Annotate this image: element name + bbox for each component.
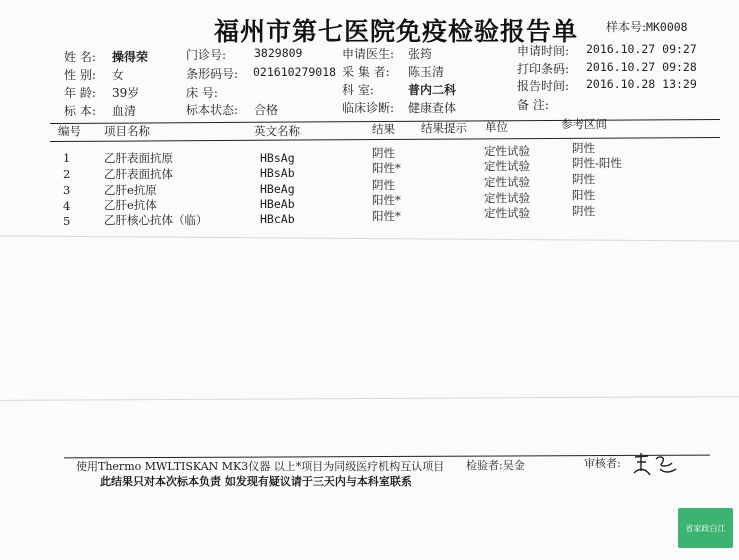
- specimen-status-label: 标本状态:: [186, 103, 239, 117]
- reviewer-label: 审核者:: [584, 457, 621, 470]
- clinic-no: 3829809: [254, 46, 303, 60]
- row-ref: 阳性: [572, 188, 595, 202]
- paper-crease: [0, 396, 739, 401]
- row-item: 乙肝e抗体: [104, 198, 157, 212]
- table-header-rule: [50, 137, 720, 142]
- patient-sex: 女: [112, 68, 125, 82]
- row-item: 乙肝核心抗体（临）: [104, 213, 208, 227]
- barcode-label: 条形码号:: [186, 67, 239, 81]
- report-time: 2016.10.28 13:29: [586, 77, 697, 91]
- report-time-label: 报告时间:: [517, 79, 570, 93]
- patient-name: 操得荣: [112, 50, 149, 64]
- tester: 检验者:吴金: [466, 459, 525, 472]
- row-no: 1: [63, 151, 71, 165]
- doctor-value: 张筠: [408, 47, 433, 61]
- row-en: HBcAb: [260, 212, 295, 226]
- clinic-no-label: 门诊号:: [186, 48, 227, 62]
- bed-label: 床 号:: [186, 86, 218, 100]
- name-label: 姓 名:: [64, 50, 96, 64]
- header-no: 编号: [58, 124, 81, 138]
- doctor-label: 申请医生:: [342, 47, 395, 61]
- row-ref: 阴性-阳性: [572, 156, 622, 170]
- dept-value: 普内二科: [408, 83, 457, 97]
- paper-crease: [0, 235, 739, 241]
- header-unit: 单位: [485, 120, 508, 134]
- row-ref: 阴性: [572, 141, 595, 155]
- row-en: HBeAg: [260, 182, 295, 196]
- row-item: 乙肝表面抗体: [104, 167, 173, 181]
- row-result: 阴性: [372, 146, 395, 160]
- row-unit: 定性试验: [484, 175, 530, 189]
- row-result: 阳性*: [372, 209, 401, 223]
- header-result: 结果: [372, 122, 395, 136]
- print-barcode-time: 2016.10.27 09:28: [586, 60, 697, 74]
- row-unit: 定性试验: [484, 144, 530, 158]
- patient-age: 39岁: [112, 86, 140, 100]
- sample-number: 样本号:MK0008: [606, 20, 688, 34]
- collector-value: 陈玉清: [408, 65, 445, 79]
- row-no: 3: [63, 183, 71, 197]
- specimen-value: 血清: [112, 104, 137, 118]
- row-unit: 定性试验: [484, 159, 530, 173]
- report-title: 福州市第七医院免疫检验报告单: [214, 17, 579, 46]
- watermark-badge: 省家政白江: [678, 508, 733, 548]
- request-time-label: 申请时间:: [517, 44, 570, 58]
- header-en: 英文名称: [254, 124, 300, 138]
- specimen-status: 合格: [254, 103, 279, 117]
- row-ref: 阴性: [572, 172, 595, 186]
- row-unit: 定性试验: [484, 206, 530, 220]
- sex-label: 性 别:: [64, 68, 96, 82]
- specimen-label: 标 本:: [64, 104, 96, 118]
- row-unit: 定性试验: [484, 191, 530, 205]
- row-no: 4: [63, 199, 71, 213]
- row-ref: 阴性: [572, 204, 595, 218]
- row-result: 阳性*: [372, 193, 401, 207]
- row-no: 5: [63, 214, 71, 228]
- collector-label: 采 集 者:: [342, 65, 390, 79]
- request-time: 2016.10.27 09:27: [586, 42, 697, 56]
- diagnosis-value: 健康查体: [408, 101, 457, 115]
- print-barcode-label: 打印条码:: [517, 62, 570, 76]
- row-no: 2: [63, 167, 71, 181]
- barcode-value: 021610279018: [253, 65, 337, 79]
- row-result: 阴性: [372, 178, 395, 192]
- disclaimer: 此结果只对本次标本负责 如发现有疑议请于三天内与本科室联系: [100, 475, 412, 488]
- row-en: HBeAb: [260, 197, 295, 211]
- dept-label: 科 室:: [342, 83, 374, 97]
- header-item: 项目名称: [104, 124, 150, 138]
- row-result: 阳性*: [372, 161, 401, 175]
- row-item: 乙肝e抗原: [104, 183, 157, 197]
- row-en: HBsAb: [260, 166, 295, 180]
- age-label: 年 龄:: [64, 86, 96, 100]
- diagnosis-label: 临床诊断:: [342, 101, 395, 115]
- header-ref: 参考区间: [561, 117, 607, 131]
- instrument-note: 使用Thermo MWLTISKAN MK3仪器 以上*项目为同级医疗机构互认项目: [76, 460, 445, 473]
- header-hint: 结果提示: [421, 121, 467, 135]
- row-en: HBsAg: [260, 151, 295, 165]
- remark-label: 备 注:: [517, 98, 549, 112]
- reviewer-signature: [632, 449, 680, 479]
- row-item: 乙肝表面抗原: [104, 151, 173, 165]
